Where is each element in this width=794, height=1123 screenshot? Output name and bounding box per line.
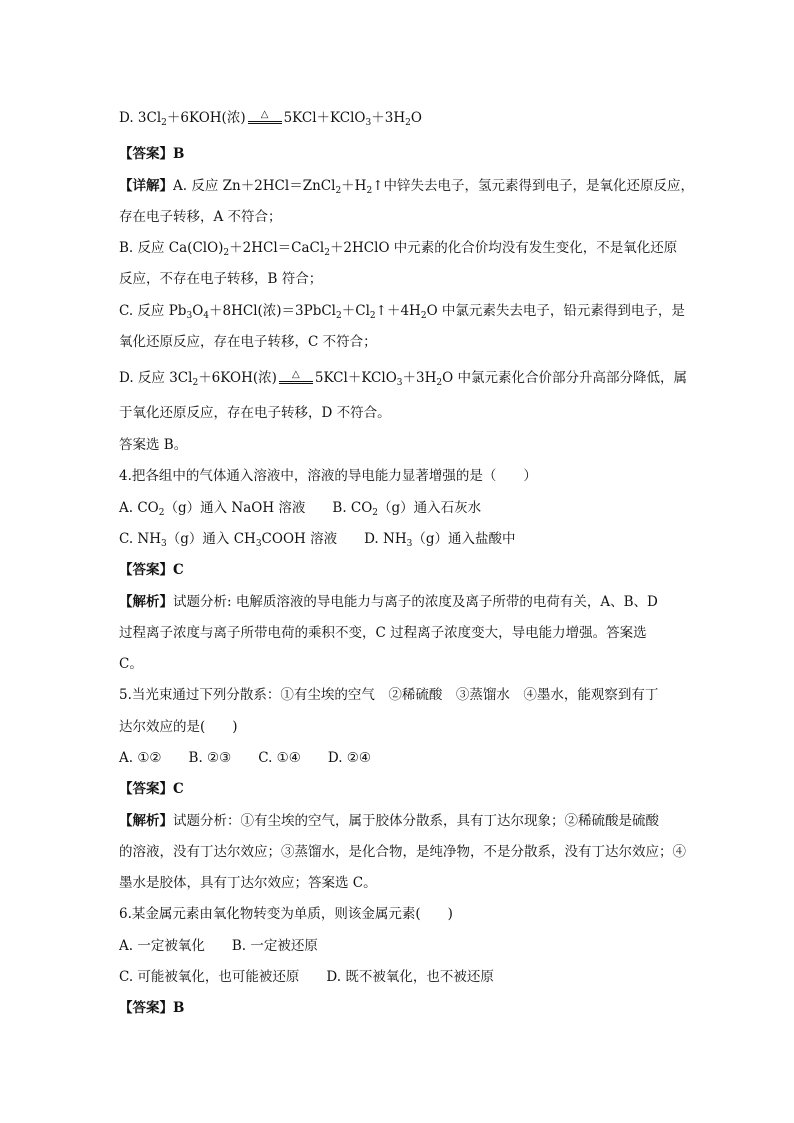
analysis-line: 【解析】试题分析: 电解质溶液的导电能力与离子的浓度及离子所带的电荷有关，A、B、D bbox=[119, 594, 658, 610]
text-line: 答案选 B。 bbox=[119, 437, 188, 453]
options-line: C. 可能被氧化，也可能被还原 D. 既不被氧化，也不被还原 bbox=[119, 969, 494, 985]
answer-label: 【答案】B bbox=[119, 1000, 185, 1016]
text-line: 墨水是胶体，具有丁达尔效应；答案选 C。 bbox=[119, 875, 377, 891]
analysis-line: 【解析】试题分析：①有尘埃的空气，属于胶体分散系，具有丁达尔现象；②稀硫酸是硫酸 bbox=[119, 813, 659, 829]
text-line: 过程离子浓度与离子所带电荷的乘积不变，C 过程离子浓度变大，导电能力增强。答案选 bbox=[119, 625, 647, 641]
answer-label: 【答案】B bbox=[119, 146, 185, 162]
options-line: A. ①② B. ②③ C. ①④ D. ②④ bbox=[119, 750, 372, 766]
text-line: 氧化还原反应，存在电子转移，C 不符合； bbox=[119, 334, 377, 350]
heating-condition bbox=[248, 110, 282, 124]
text-line: 的溶液，没有丁达尔效应；③蒸馏水，是化合物，是纯净物，不是分散系，没有丁达尔效应；④ bbox=[119, 844, 686, 860]
explanation-line: 【详解】A. 反应 $Zn+2HCl=ZnCl_2+H_2↑$中锌失去电子，氢元素得到电子，是氧化还原反应， bbox=[119, 178, 694, 196]
text-line: B. 反应 $Ca(ClO)_2+2HCl=CaCl_2+2HClO$ 中元素的化合价均没有发生变化，不是氧化还原 bbox=[119, 240, 678, 258]
triangle-icon: △ bbox=[292, 369, 300, 380]
text-line: 反应，不存在电子转移，B 符合； bbox=[119, 271, 323, 287]
question-6: 6.某金属元素由氧化物转变为单质，则该金属元素( ) bbox=[119, 906, 453, 922]
text-line: C. 反应 $Pb_3O_4+8HCl$(浓)$=3PbCl_2+Cl_2↑+4H_2O$ 中氯元素失去电子，铅元素得到电子，是 bbox=[119, 303, 685, 321]
text-line: 于氧化还原反应，存在电子转移，D 不符合。 bbox=[119, 405, 391, 421]
options-line: A. $CO_2(g)$通入 NaOH 溶液 B. $CO_2(g)$通入石灰水 bbox=[119, 500, 482, 518]
heating-condition bbox=[279, 370, 313, 384]
text-line: C。 bbox=[119, 656, 143, 672]
text-line: D. 反应 $3Cl_2+6KOH$(浓) △ $5KCl+KClO_3+3H_2O$ 中氯元素化合价部分升高部分降低，属 bbox=[119, 369, 689, 392]
text-line: 达尔效应的是( ) bbox=[119, 719, 238, 735]
triangle-icon: △ bbox=[260, 109, 269, 120]
answer-label: 【答案】C bbox=[119, 781, 184, 797]
options-line: C. $NH_3(g)$通入 $CH_3COOH$ 溶液 D. $NH_3(g)$通入盐酸中 bbox=[119, 531, 516, 549]
answer-label: 【答案】C bbox=[119, 562, 184, 578]
equation-line-d: D. $3Cl_2+6KOH$(浓) △ $5KCl+KClO_3+3H_2O$ bbox=[119, 109, 689, 132]
question-4: 4.把各组中的气体通入溶液中，溶液的导电能力显著增强的是（ ） bbox=[119, 468, 537, 484]
text-line: 存在电子转移，A 不符合； bbox=[119, 209, 282, 225]
options-line: A. 一定被氧化 B. 一定被还原 bbox=[119, 938, 318, 954]
question-5: 5.当光束通过下列分散系：①有尘埃的空气 ②稀硫酸 ③蒸馏水 ④墨水，能观察到有丁 bbox=[119, 687, 659, 703]
